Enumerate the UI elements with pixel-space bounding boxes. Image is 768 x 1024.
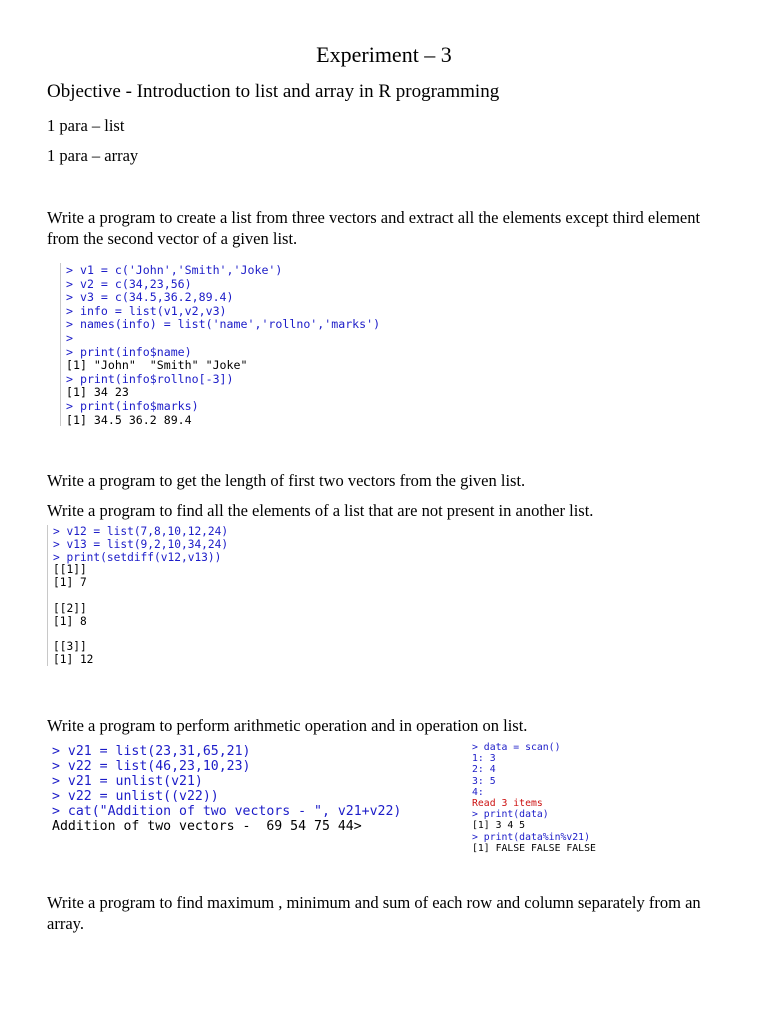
code-block-list-extract <box>60 263 380 426</box>
code-line: 3: 5 <box>472 775 496 787</box>
code-line: [[3]] <box>53 640 87 654</box>
code-line: > v21 = unlist(v21) <box>52 774 203 789</box>
code-line: > names(info) = list('name','rollno','marks') <box>66 317 381 332</box>
code-line: [1] 34.5 36.2 89.4 <box>66 412 192 427</box>
objective-line: Objective - Introduction to list and array in R programming <box>47 81 500 102</box>
code-line: > print(data%in%v21) <box>472 831 590 843</box>
code-line: > print(setdiff(v12,v13)) <box>53 550 222 564</box>
code-line: > info = list(v1,v2,v3) <box>66 303 227 318</box>
document-title: Experiment – 3 <box>316 42 452 67</box>
code-line: > print(data) <box>472 809 549 821</box>
question-1: Write a program to create a list from three vectors and extract all the elements except third element from the second vector of a given list. <box>47 208 701 248</box>
code-line: > print(info$marks) <box>66 398 199 413</box>
code-line: Read 3 items <box>472 797 543 809</box>
code-line: [1] 8 <box>53 614 87 628</box>
code-line: 4: <box>472 786 484 798</box>
code-line: > data = scan() <box>472 742 561 753</box>
code-line: [1] "John" "Smith" "Joke" <box>66 358 248 373</box>
code-line: Addition of two vectors - 69 54 75 44> <box>52 819 362 834</box>
code-line: 2: 4 <box>472 764 496 776</box>
code-line: > v3 = c(34.5,36.2,89.4) <box>66 290 234 305</box>
code-line: > v12 = list(7,8,10,12,24) <box>53 525 229 538</box>
code-block-in-operation <box>472 742 596 854</box>
code-line: > cat("Addition of two vectors - ", v21+v22) <box>52 804 402 819</box>
code-line: [1] 7 <box>53 576 87 590</box>
code-line: [1] FALSE FALSE FALSE <box>472 842 596 854</box>
code-block-setdiff <box>47 525 228 666</box>
para-list-line: 1 para – list <box>47 116 125 135</box>
question-4: Write a program to perform arithmetic operation and in operation on list. <box>47 716 528 735</box>
code-line: > print(info$name) <box>66 344 192 359</box>
code-line: > v22 = unlist((v22)) <box>52 789 219 804</box>
question-5: Write a program to find maximum , minimum and sum of each row and column separately from an array. <box>47 893 701 933</box>
code-block-arithmetic <box>52 744 401 834</box>
code-line: [[1]] <box>53 563 87 577</box>
code-line <box>53 627 228 640</box>
code-line: [1] 3 4 5 <box>472 820 526 832</box>
para-array-line: 1 para – array <box>47 146 139 165</box>
code-line: 1: 3 <box>472 753 496 765</box>
code-line: > v13 = list(9,2,10,34,24) <box>53 537 229 551</box>
code-line: [1] 12 <box>53 652 94 666</box>
code-line: [1] 34 23 <box>66 385 129 400</box>
code-line: [[2]] <box>53 601 87 615</box>
code-line: > v21 = list(23,31,65,21) <box>52 744 251 759</box>
code-line <box>53 589 228 602</box>
code-line: > v2 = c(34,23,56) <box>66 276 192 291</box>
question-3: Write a program to find all the elements of a list that are not present in another list. <box>47 501 594 520</box>
code-line: > v22 = list(46,23,10,23) <box>52 759 251 774</box>
code-line: > v1 = c('John','Smith','Joke') <box>66 263 283 277</box>
question-2: Write a program to get the length of first two vectors from the given list. <box>47 471 526 490</box>
code-line: > print(info$rollno[-3]) <box>66 371 234 386</box>
code-line: > <box>66 330 73 345</box>
